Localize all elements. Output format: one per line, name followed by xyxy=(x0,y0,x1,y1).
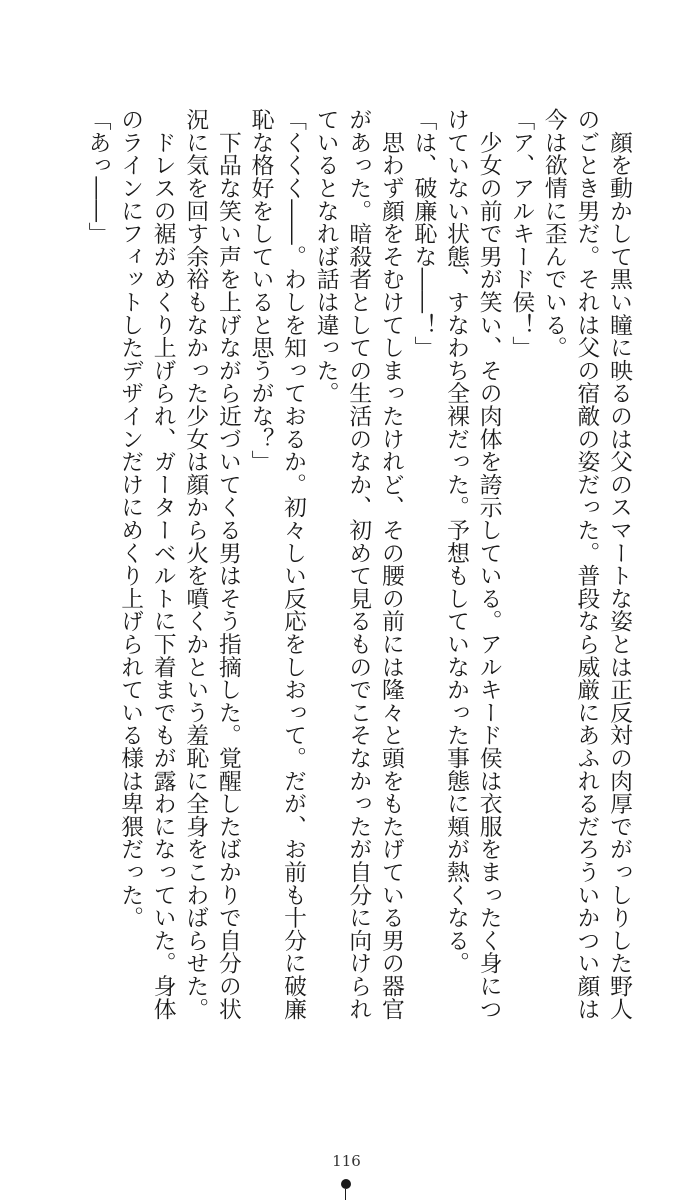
page-marker-dot xyxy=(341,1179,351,1189)
text-line: 思わず顔をそむけてしまったけれど、その腰の前には隆々と頭をもたげている男の器官 xyxy=(377,108,404,1020)
page-marker-rule xyxy=(345,1189,346,1200)
text-line: のラインにフィットしたデザインだけにめくり上げられている様は卑猥だった。 xyxy=(117,108,144,929)
text-line: 下品な笑い声を上げながら近づいてくる男はそう指摘した。覚醒したばかりで自分の状 xyxy=(214,108,241,1020)
text-line: ているとなれば話は違った。 xyxy=(312,108,339,405)
text-line: 「ア、アルキード侯！」 xyxy=(508,108,535,359)
text-line: 「は、破廉恥な――！」 xyxy=(410,108,437,359)
text-line: けていない状態、すなわち全裸だった。予想もしていなかった事態に頬が熱くなる。 xyxy=(443,108,470,975)
text-line: 顔を動かして黒い瞳に映るのは父のスマートな姿とは正反対の肉厚でがっしりした野人 xyxy=(606,108,632,1020)
text-line: 「あっ――」 xyxy=(84,108,111,245)
text-line: 少女の前で男が笑い、その肉体を誇示している。アルキード侯は衣服をまったく身につ xyxy=(475,108,502,1020)
text-line: ドレスの裾がめくり上げられ、ガーターベルトに下着までもが露わになっていた。身体 xyxy=(149,108,176,1020)
text-line: があった。暗殺者としての生活のなか、初めて見るものでこそなかったが自分に向けられ xyxy=(345,108,372,1020)
text-line: 今は欲情に歪んでいる。 xyxy=(540,108,567,359)
body-text xyxy=(81,108,635,1020)
text-line: のごとき男だ。それは父の宿敵の姿だった。普段なら威厳にあふれるだろういかつい顔は xyxy=(573,108,600,1020)
text-line: 「くくく――。わしを知っておるか。初々しい反応をしおって。だが、お前も十分に破廉 xyxy=(280,108,307,1020)
text-line: 況に気を回す余裕もなかった少女は顔から火を噴くかという羞恥に全身をこわばらせた。 xyxy=(182,108,209,1020)
text-line: 恥な格好をしていると思うがな？」 xyxy=(247,108,274,473)
page-number: 116 xyxy=(332,1152,361,1170)
